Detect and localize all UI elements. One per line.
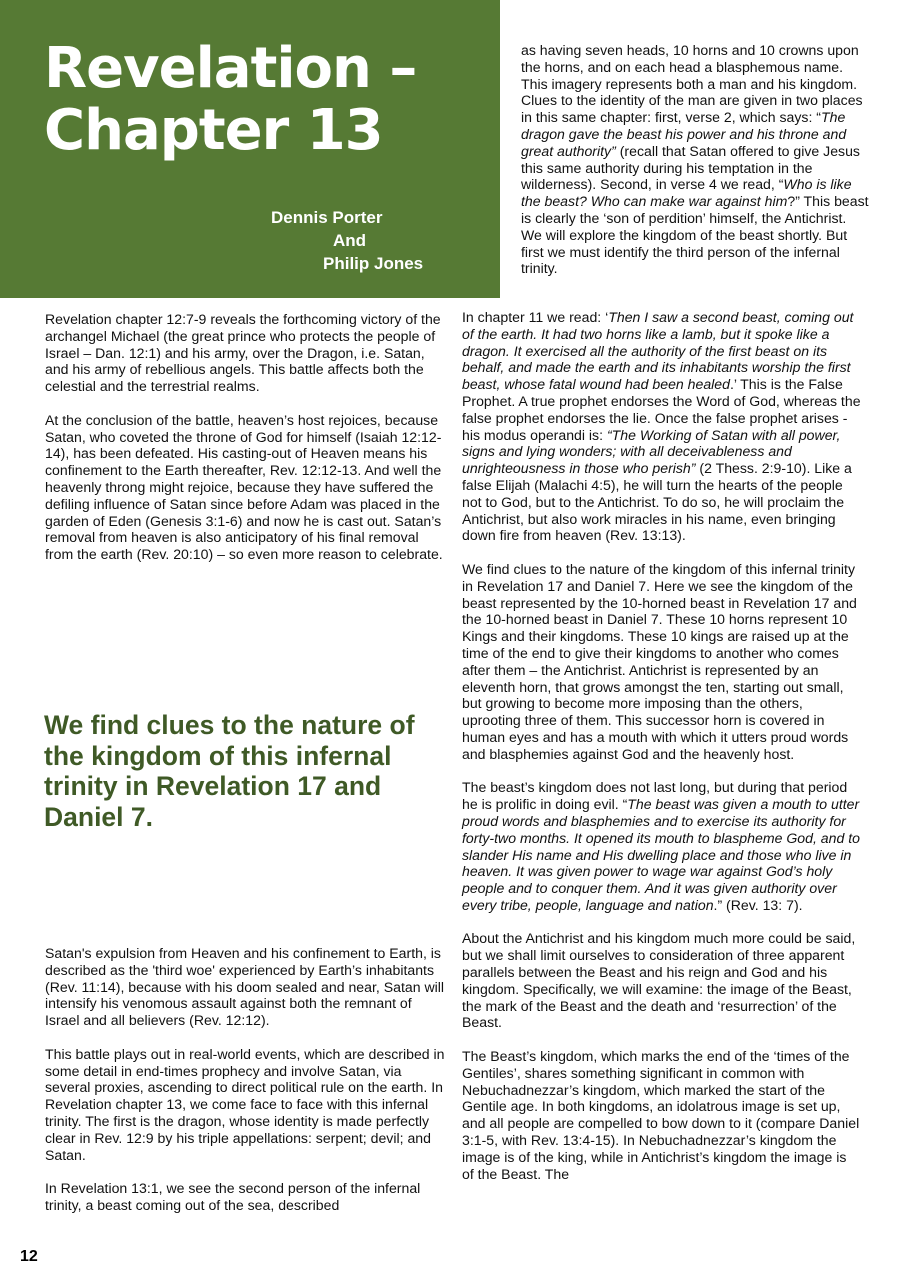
author-philip-jones: Philip Jones (323, 254, 424, 273)
paragraph: In chapter 11 we read: ‘Then I saw a second beast, coming out of the earth. It had two horns like a lamb, but it spoke like a dragon. It exercised all the authority of the first beast on its behalf, and made the earth and its inhabitants worship the first beast, whose fatal wound had been healed.’ This is the False Prophet. A true prophet endorses the Word of God, whereas the false prophet endorses the lie. Once the false prophet arises - his modus operandi is: “The Working of Satan with all power, signs and lying wonders; with all deceivableness and unrighteousness in those who perish” (2 Thess. 2:9-10). Like a false Elijah (Malachi 4:5), he will turn the hearts of the people not to God, but to the Antichrist. To do so, he will proclaim the Antichrist, but also work miracles in his name, even bringing down fire from heaven (Rev. 13:13). (462, 309, 861, 544)
author-and: And (333, 231, 367, 250)
paragraph: The Beast’s kingdom, which marks the end of the ‘times of the Gentiles’, shares something significant in common with Nebuchadnezzar’s kingdom, which marked the start of the Gentile age. In both kingdoms, an idolatrous image is set up, and all people are compelled to bow down to it (compare Daniel 3:1-5, with Rev. 13:4-15). In Nebuchadnezzar’s kingdom the image is of the king, while in Antichrist’s kingdom the image is of the Beast. The (462, 1048, 860, 1182)
title-banner (0, 0, 500, 298)
paragraph: This battle plays out in real-world events, which are described in some detail in end-times prophecy and involve Satan, via several proxies, ascending to direct political rule on the earth. In Revelation chapter 13, we come face to face with this infernal trinity. The first is the dragon, whose identity is made perfectly clear in Rev. 12:9 by his triple appellations: serpent; devil; and Satan. (45, 1045, 445, 1163)
left-column-lower (45, 945, 445, 1214)
page-number: 12 (20, 1248, 38, 1265)
pull-quote: We find clues to the nature of the kingdom of this infernal trinity in Revelation 17 and Daniel 7. (44, 710, 415, 832)
paragraph: as having seven heads, 10 horns and 10 crowns upon the horns, and on each head a blasphemous name. This imagery represents both a man and his kingdom. Clues to the identity of the man are given in two places in this same chapter: first, verse 2, which says: “The dragon gave the beast his power and his throne and great authority” (recall that Satan offered to give Jesus this same authority during his temptation in the wilderness). Second, in verse 4 we read, “Who is like the beast? Who can make war against him?” This beast is clearly the ‘son of perdition’ himself, the Antichrist. We will explore the kingdom of the beast shortly. But first we must identify the third person of the infernal trinity. (521, 42, 869, 277)
paragraph: We find clues to the nature of the kingdom of this infernal trinity in Revelation 17 and Daniel 7. Here we see the kingdom of the beast represented by the 10-horned beast in Revelation 17 and the 10-horned beast in Daniel 7. These 10 horns represent 10 Kings and their kingdoms. These 10 kings are raised up at the time of the end to give their kingdoms to another who comes after them – the Antichrist. Antichrist is represented by an eleventh horn, that grows amongst the ten, starting out small, but growing to become more imposing than the others, uprooting three of them. This successor horn is covered in human eyes and has a mouth with which it utters proud words and blasphemies against God and the heavenly host. (462, 560, 857, 762)
paragraph: About the Antichrist and his kingdom much more could be said, but we shall limit ourselves to consideration of three apparent parallels between the Beast and his reign and God and his kingdom. Specifically, we will examine: the image of the Beast, the mark of the Beast and the death and ‘resurrection’ of the Beast. (462, 930, 856, 1031)
paragraph: Satan's expulsion from Heaven and his confinement to Earth, is described as the 'third woe' experienced by Earth’s inhabitants (Rev. 11:14), because with his doom sealed and near, Satan will intensify his venomous assault against both the remnant of Israel and all believers (Rev. 12:12). (45, 945, 445, 1029)
title-line-2: Chapter 13 (44, 98, 383, 163)
right-top-column (521, 42, 871, 277)
left-column-upper (45, 311, 445, 563)
paragraph: In Revelation 13:1, we see the second person of the infernal trinity, a beast coming out of the sea, described (45, 1180, 421, 1213)
authors (250, 206, 450, 275)
paragraph: The beast’s kingdom does not last long, but during that period he is prolific in doing evil. “The beast was given a mouth to utter proud words and blasphemies and to exercise its authority for forty-two months. It opened its mouth to blaspheme God, and to slander His name and His dwelling place and those who live in heaven. It was given power to wage war against God’s holy people and to conquer them. And it was given authority over every tribe, people, language and nation.” (Rev. 13: 7). (462, 779, 860, 913)
author-dennis-porter: Dennis Porter (271, 208, 383, 227)
paragraph: At the conclusion of the battle, heaven’s host rejoices, because Satan, who coveted the throne of God for himself (Isaiah 12:12-14), has been defeated. His casting-out of Heaven means his confinement to the Earth thereafter, Rev. 12:12-13. And well the heavenly throng might rejoice, because they have suffered the defiling influence of Satan since before Adam was placed in the garden of Eden (Genesis 3:1-6) and now he is cast out. Satan’s removal from heaven is also anticipatory of his final removal from the earth (Rev. 20:10) – so even more reason to celebrate. (45, 411, 443, 563)
right-column (462, 309, 862, 1182)
title-line-1: Revelation – (44, 36, 417, 101)
paragraph: Revelation chapter 12:7-9 reveals the forthcoming victory of the archangel Michael (the great prince who protects the people of Israel – Dan. 12:1) and his army, over the Dragon, i.e. Satan, and his army of rebellious angels. This battle affects both the celestial and the terrestrial realms. (45, 311, 441, 395)
page-title (44, 38, 494, 162)
